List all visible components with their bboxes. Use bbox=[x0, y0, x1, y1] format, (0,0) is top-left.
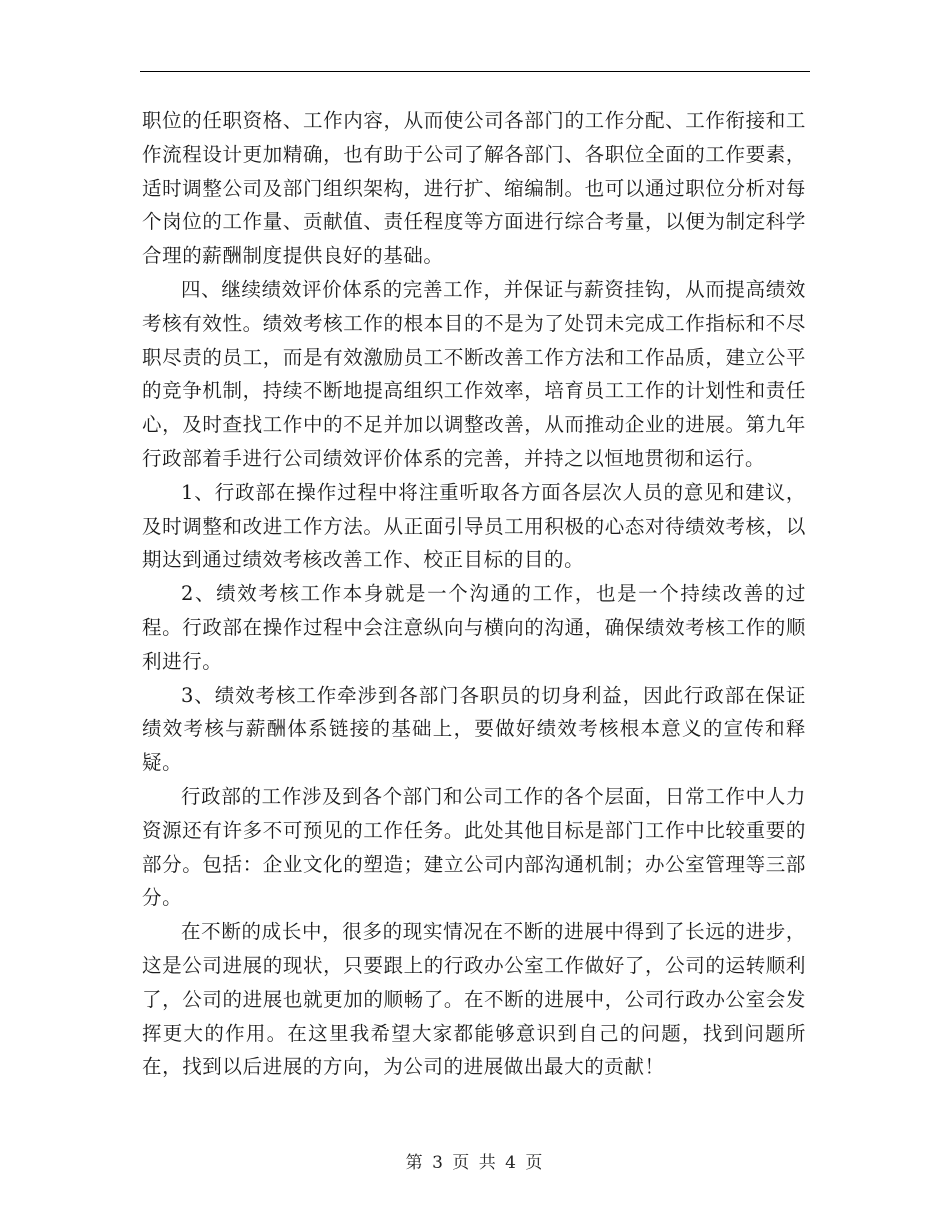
paragraph-item-three: 3、绩效考核工作牵涉到各部门各职员的切身利益，因此行政部在保证绩效考核与薪酬体系链接的基础上，要做好绩效考核根本意义的宣传和释疑。 bbox=[142, 683, 806, 775]
paragraph-other-goals: 行政部的工作涉及到各个部门和公司工作的各个层面，日常工作中人力资源还有许多不可预见的工作任务。此处其他目标是部门工作中比较重要的部分。包括：企业文化的塑造；建立公司内部沟通机制；办公室管理等三部分。 bbox=[142, 784, 806, 910]
paragraph-item-one: 1、行政部在操作过程中将注重听取各方面各层次人员的意见和建议，及时调整和改进工作方法。从正面引导员工用积极的心态对待绩效考核，以期达到通过绩效考核改善工作、校正目标的目的。 bbox=[142, 480, 806, 572]
paragraph-section-four: 四、继续绩效评价体系的完善工作，并保证与薪资挂钩，从而提高绩效考核有效性。绩效考核工作的根本目的不是为了处罚未完成工作指标和不尽职尽责的员工，而是有效激励员工不断改善工作方法和工作品质，建立公平的竞争机制，持续不断地提高组织工作效率，培育员工工作的计划性和责任心，及时查找工作中的不足并加以调整改善，从而推动企业的进展。第九年行政部着手进行公司绩效评价体系的完善，并持之以恒地贯彻和运行。 bbox=[142, 277, 806, 470]
header-rule bbox=[140, 71, 810, 72]
page-number-footer: 第 3 页 共 4 页 bbox=[405, 1153, 545, 1173]
paragraph-conclusion: 在不断的成长中，很多的现实情况在不断的进展中得到了长远的进步，这是公司进展的现状，只要跟上的行政办公室工作做好了，公司的运转顺利了，公司的进展也就更加的顺畅了。在不断的进展中，公司行政办公室会发挥更大的作用。在这里我希望大家都能够意识到自己的问题，找到问题所在，找到以后进展的方向，为公司的进展做出最大的贡献！ bbox=[142, 920, 806, 1079]
paragraph-continuation: 职位的任职资格、工作内容，从而使公司各部门的工作分配、工作衔接和工作流程设计更加精确，也有助于公司了解各部门、各职位全面的工作要素，适时调整公司及部门组织架构，进行扩、缩编制。也可以通过职位分析对每个岗位的工作量、贡献值、责任程度等方面进行综合考量，以便为制定科学合理的薪酬制度提供良好的基础。 bbox=[142, 109, 806, 268]
paragraph-item-two: 2、绩效考核工作本身就是一个沟通的工作，也是一个持续改善的过程。行政部在操作过程中会注意纵向与横向的沟通，确保绩效考核工作的顺利进行。 bbox=[142, 582, 806, 673]
document-body bbox=[142, 104, 806, 1084]
